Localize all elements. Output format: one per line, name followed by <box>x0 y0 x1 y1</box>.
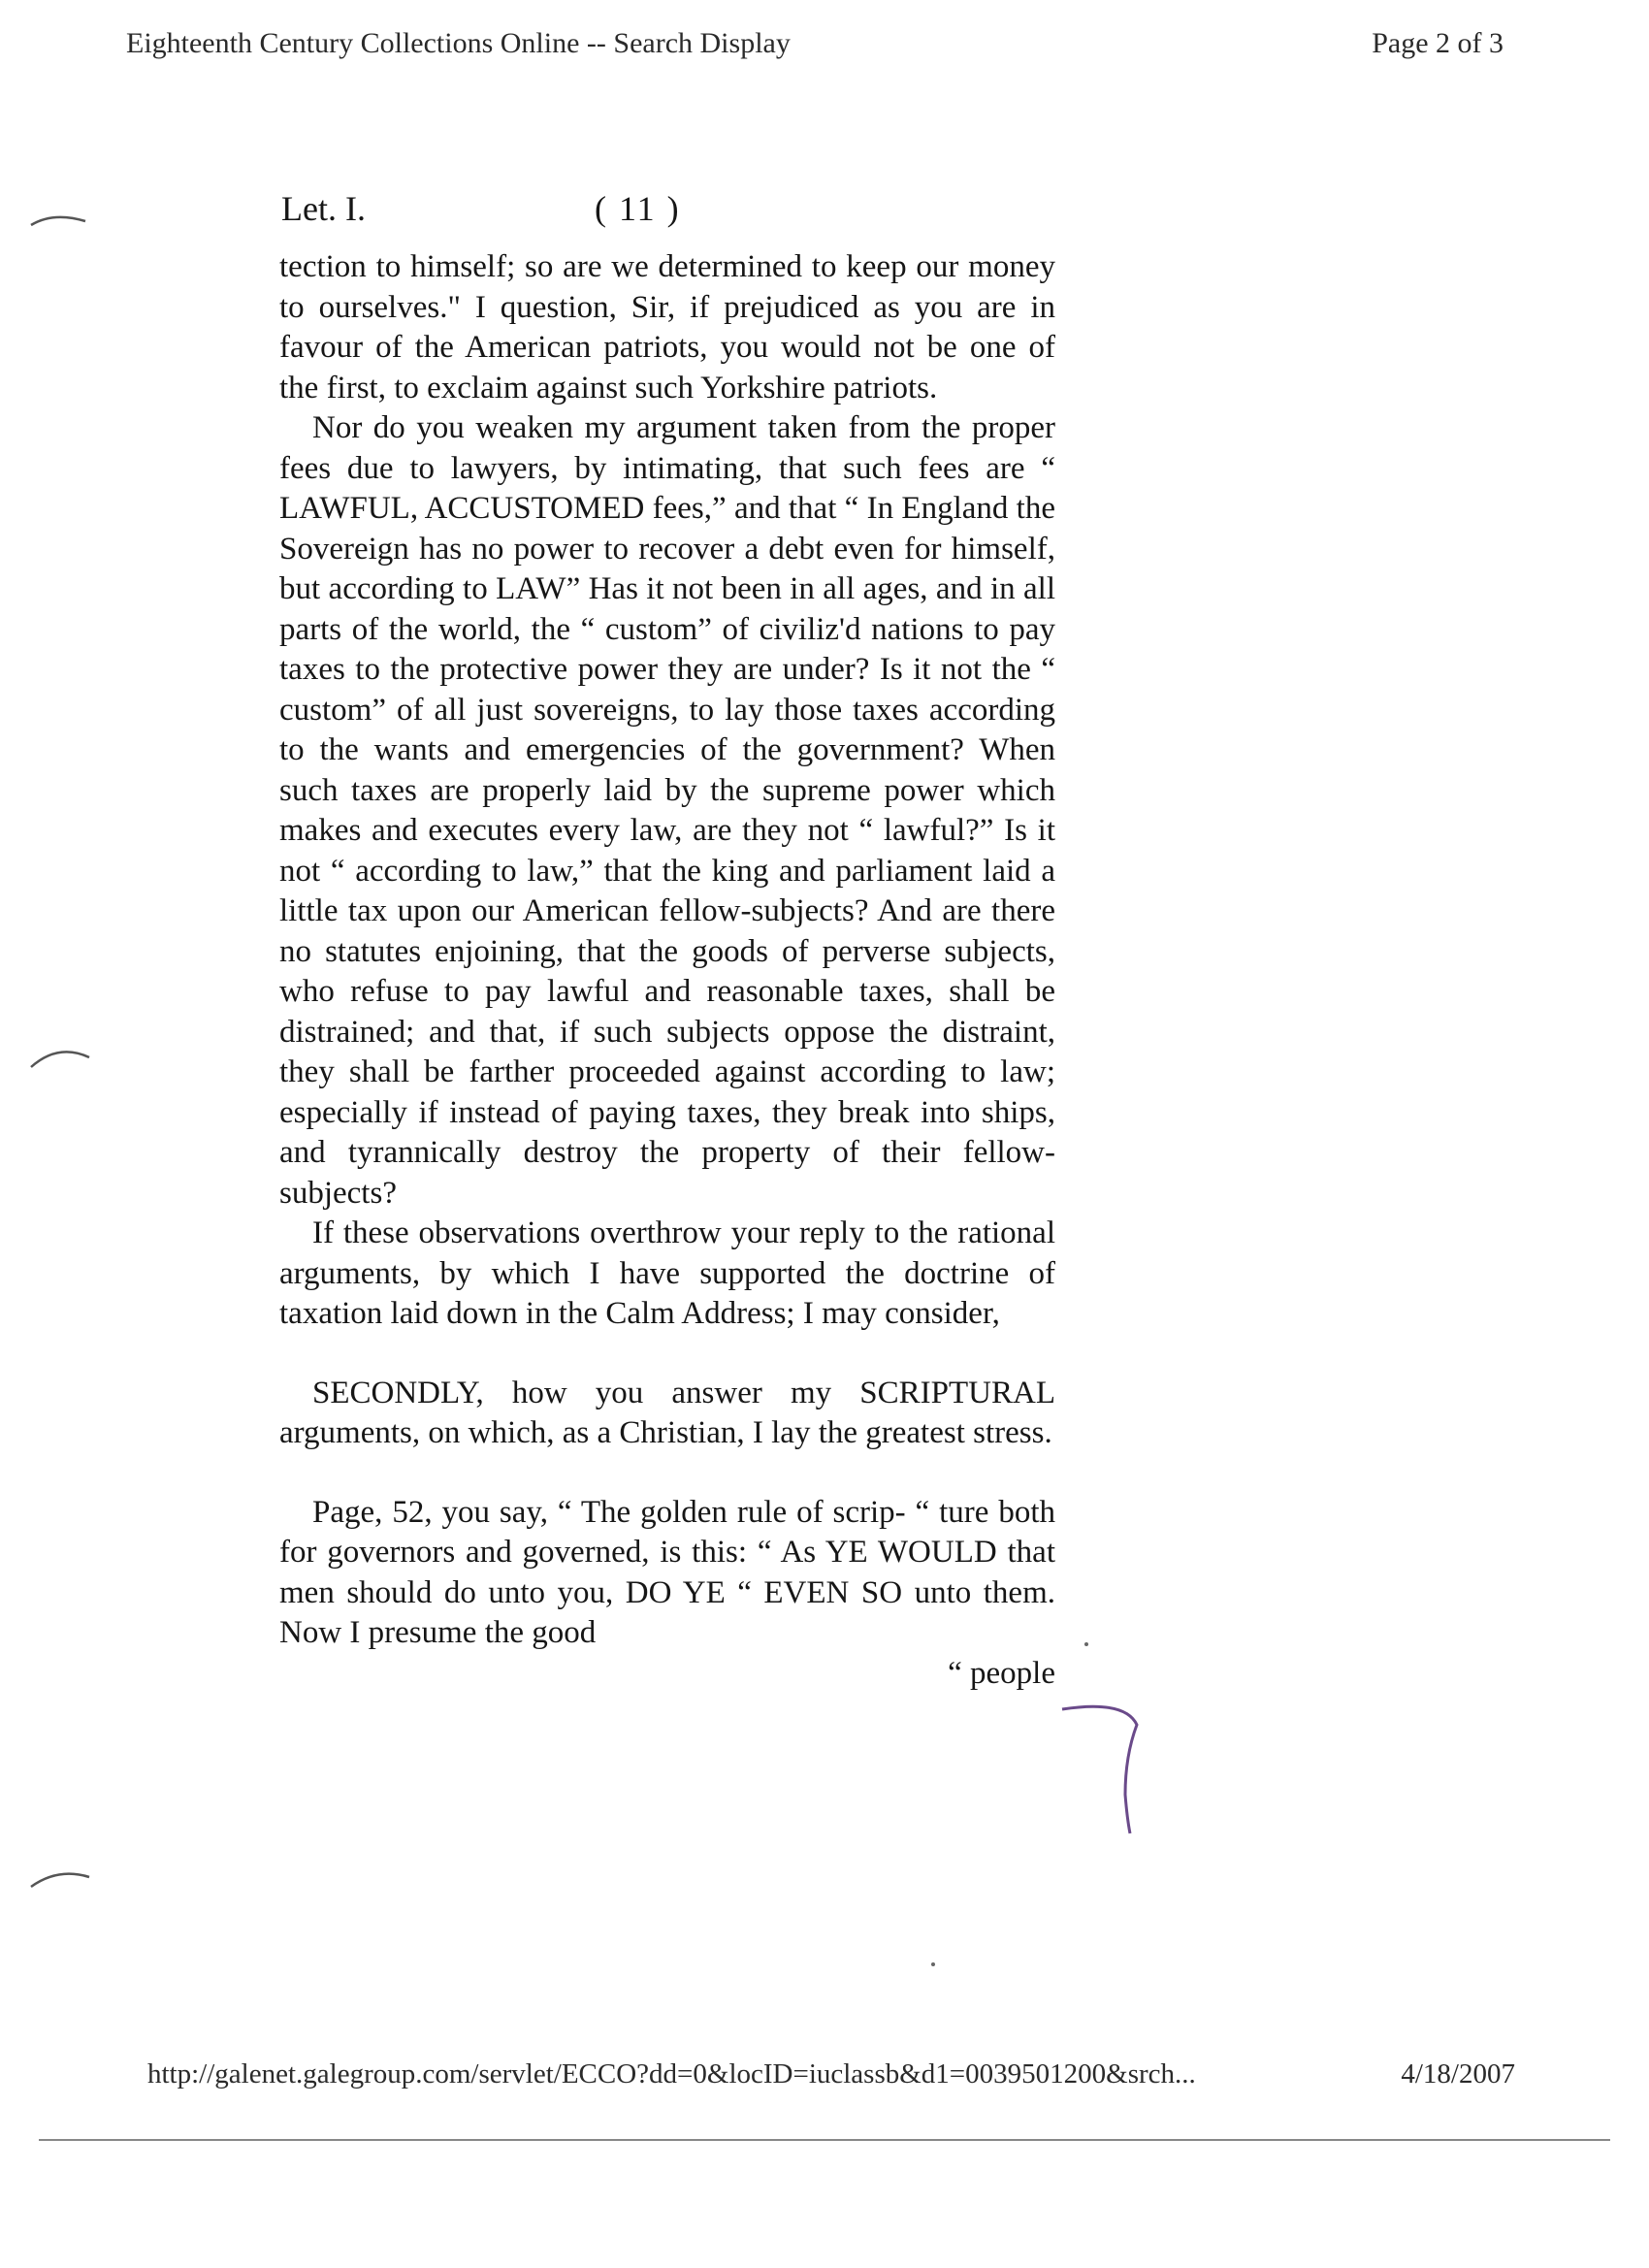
spacer <box>279 1454 1055 1493</box>
page-title: Eighteenth Century Collections Online -- Search Display <box>126 27 791 59</box>
speck <box>931 1962 935 1966</box>
spacer <box>279 1335 1055 1374</box>
paragraph: SECONDLY, how you answer my SCRIPTURAL arguments, on which, as a Christian, I lay the greatest stress. <box>279 1375 1055 1450</box>
paragraph: tection to himself; so are we determined to keep our money to ourselves." I question, Sir, if prejudiced as you are in favour of the American patriots, you would not be one of the first, to exclaim against such Yorkshire patriots. <box>279 249 1055 405</box>
footer-divider <box>39 2139 1610 2141</box>
binder-mark <box>31 1052 89 1067</box>
print-footer <box>147 2058 1515 2097</box>
running-head <box>279 189 1055 247</box>
book-page <box>279 189 1055 1694</box>
pen-bracket <box>1062 1706 1137 1833</box>
catchword: “ people <box>948 1655 1055 1691</box>
print-date: 4/18/2007 <box>1401 2058 1515 2090</box>
letter-number: Let. I. <box>281 189 366 228</box>
page-count: Page 2 of 3 <box>1372 27 1504 59</box>
binder-mark <box>31 217 85 225</box>
paragraph: Nor do you weaken my argument taken from the proper fees due to lawyers, by intimating, that such fees are “ LAWFUL, ACCUSTOMED fees,” and that “ In England the Sovereign has no power to recover a debt even for himself, but according to LAW” Has it not been in all ages, and in all parts of the world, the “ custom” of civiliz'd nations to pay taxes to the protective power they are under? Is it not the “ custom” of all just sovereigns, to lay those taxes according to the wants and emergencies of the government? When such taxes are properly laid by the supreme power which makes and executes every law, are they not “ lawful?” Is it not “ according to law,” that the king and parliament laid a little tax upon our American fellow-subjects? And are there no statutes enjoining, that the goods of perverse subjects, who refuse to pay lawful and reasonable taxes, shall be distrained; and that, if such subjects oppose the distraint, they shall be farther proceeded against according to law; especially if instead of paying taxes, they break into ships, and tyrannically destroy the property of their fellow-subjects? <box>279 410 1055 1211</box>
page-number: ( 11 ) <box>595 189 681 228</box>
speck <box>1084 1642 1088 1646</box>
paragraph: If these observations overthrow your reply to the rational arguments, by which I have supported the doctrine of taxation laid down in the Calm Address; I may consider, <box>279 1215 1055 1331</box>
binder-mark <box>31 1874 89 1887</box>
paragraph: Page, 52, you say, “ The golden rule of scrip- “ ture both for governors and governed, is this: “ As YE WOULD that men should do unto you, DO YE “ EVEN SO unto them. Now I presume the good <box>279 1494 1055 1650</box>
source-url: http://galenet.galegroup.com/servlet/ECCO?dd=0&locID=iuclassb&d1=0039501200&srch... <box>147 2058 1196 2090</box>
